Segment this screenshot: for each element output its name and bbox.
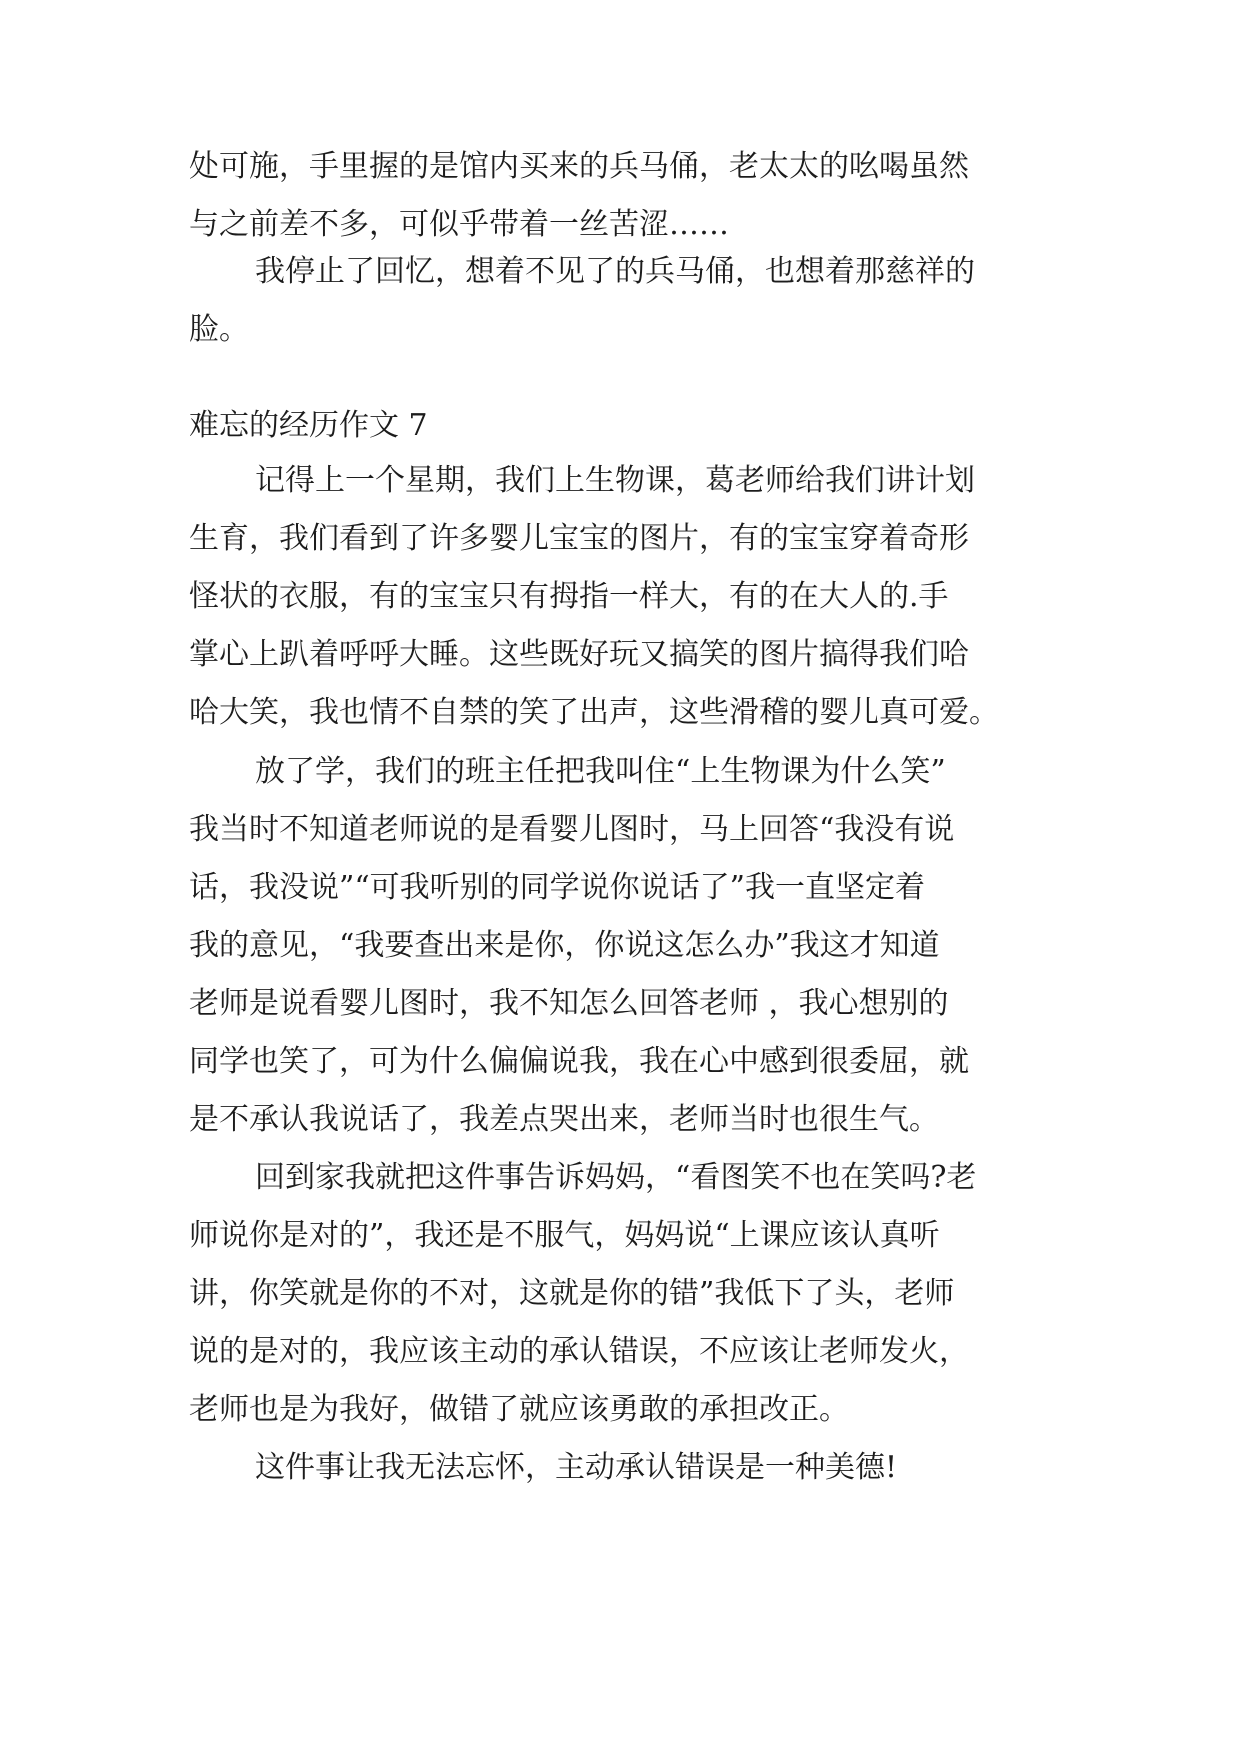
paragraph-1	[189, 452, 1069, 742]
paragraph-line: 老师是说看婴儿图时，我不知怎么回答老师 ，我心想别的	[189, 986, 949, 1021]
paragraph-line: 同学也笑了，可为什么偏偏说我，我在心中感到很委屈，就	[189, 1044, 969, 1079]
paragraph-line: 是不承认我说话了，我差点哭出来，老师当时也很生气。	[189, 1102, 939, 1137]
paragraph-line: 我停止了回忆，想着不见了的兵马俑，也想着那慈祥的	[255, 254, 975, 289]
paragraph-line: 脸。	[189, 312, 249, 347]
paragraph-2	[189, 743, 1069, 1149]
section-heading-block	[189, 397, 1069, 455]
paragraph-line: 话，我没说”“可我听别的同学说你说话了”我一直坚定着	[189, 870, 926, 905]
paragraph-line: 哈大笑，我也情不自禁的笑了出声，这些滑稽的婴儿真可爱。	[189, 695, 999, 730]
paragraph-line: 回到家我就把这件事告诉妈妈，“看图笑不也在笑吗?老	[255, 1160, 977, 1195]
paragraph-line: 师说你是对的”，我还是不服气，妈妈说“上课应该认真听	[189, 1218, 940, 1253]
paragraph-3	[189, 1149, 1069, 1439]
continuation-paragraph	[189, 138, 1069, 254]
paragraph-line: 这件事让我无法忘怀，主动承认错误是一种美德!	[255, 1450, 898, 1485]
paragraph-line: 掌心上趴着呼呼大睡。这些既好玩又搞笑的图片搞得我们哈	[189, 637, 969, 672]
paragraph-line: 处可施，手里握的是馆内买来的兵马俑，老太太的吆喝虽然	[189, 149, 969, 184]
section-title: 难忘的经历作文 7	[189, 408, 428, 443]
paragraph-line: 怪状的衣服，有的宝宝只有拇指一样大，有的在大人的.手	[189, 579, 949, 614]
paragraph-line: 生育，我们看到了许多婴儿宝宝的图片，有的宝宝穿着奇形	[189, 521, 969, 556]
paragraph-line: 说的是对的，我应该主动的承认错误，不应该让老师发火，	[189, 1334, 969, 1369]
paragraph-line: 讲，你笑就是你的不对，这就是你的错”我低下了头，老师	[189, 1276, 955, 1311]
paragraph-line: 老师也是为我好，做错了就应该勇敢的承担改正。	[189, 1392, 849, 1427]
paragraph-line: 记得上一个星期，我们上生物课，葛老师给我们讲计划	[255, 463, 975, 498]
paragraph-line: 我当时不知道老师说的是看婴儿图时，马上回答“我没有说	[189, 812, 955, 847]
paragraph-4	[189, 1439, 1069, 1497]
memory-paragraph	[189, 243, 1069, 359]
paragraph-line: 放了学，我们的班主任把我叫住“上生物课为什么笑”	[255, 754, 946, 789]
paragraph-line: 我的意见，“我要查出来是你，你说这怎么办”我这才知道	[189, 928, 940, 963]
paragraph-line: 与之前差不多，可似乎带着一丝苦涩……	[189, 207, 729, 242]
